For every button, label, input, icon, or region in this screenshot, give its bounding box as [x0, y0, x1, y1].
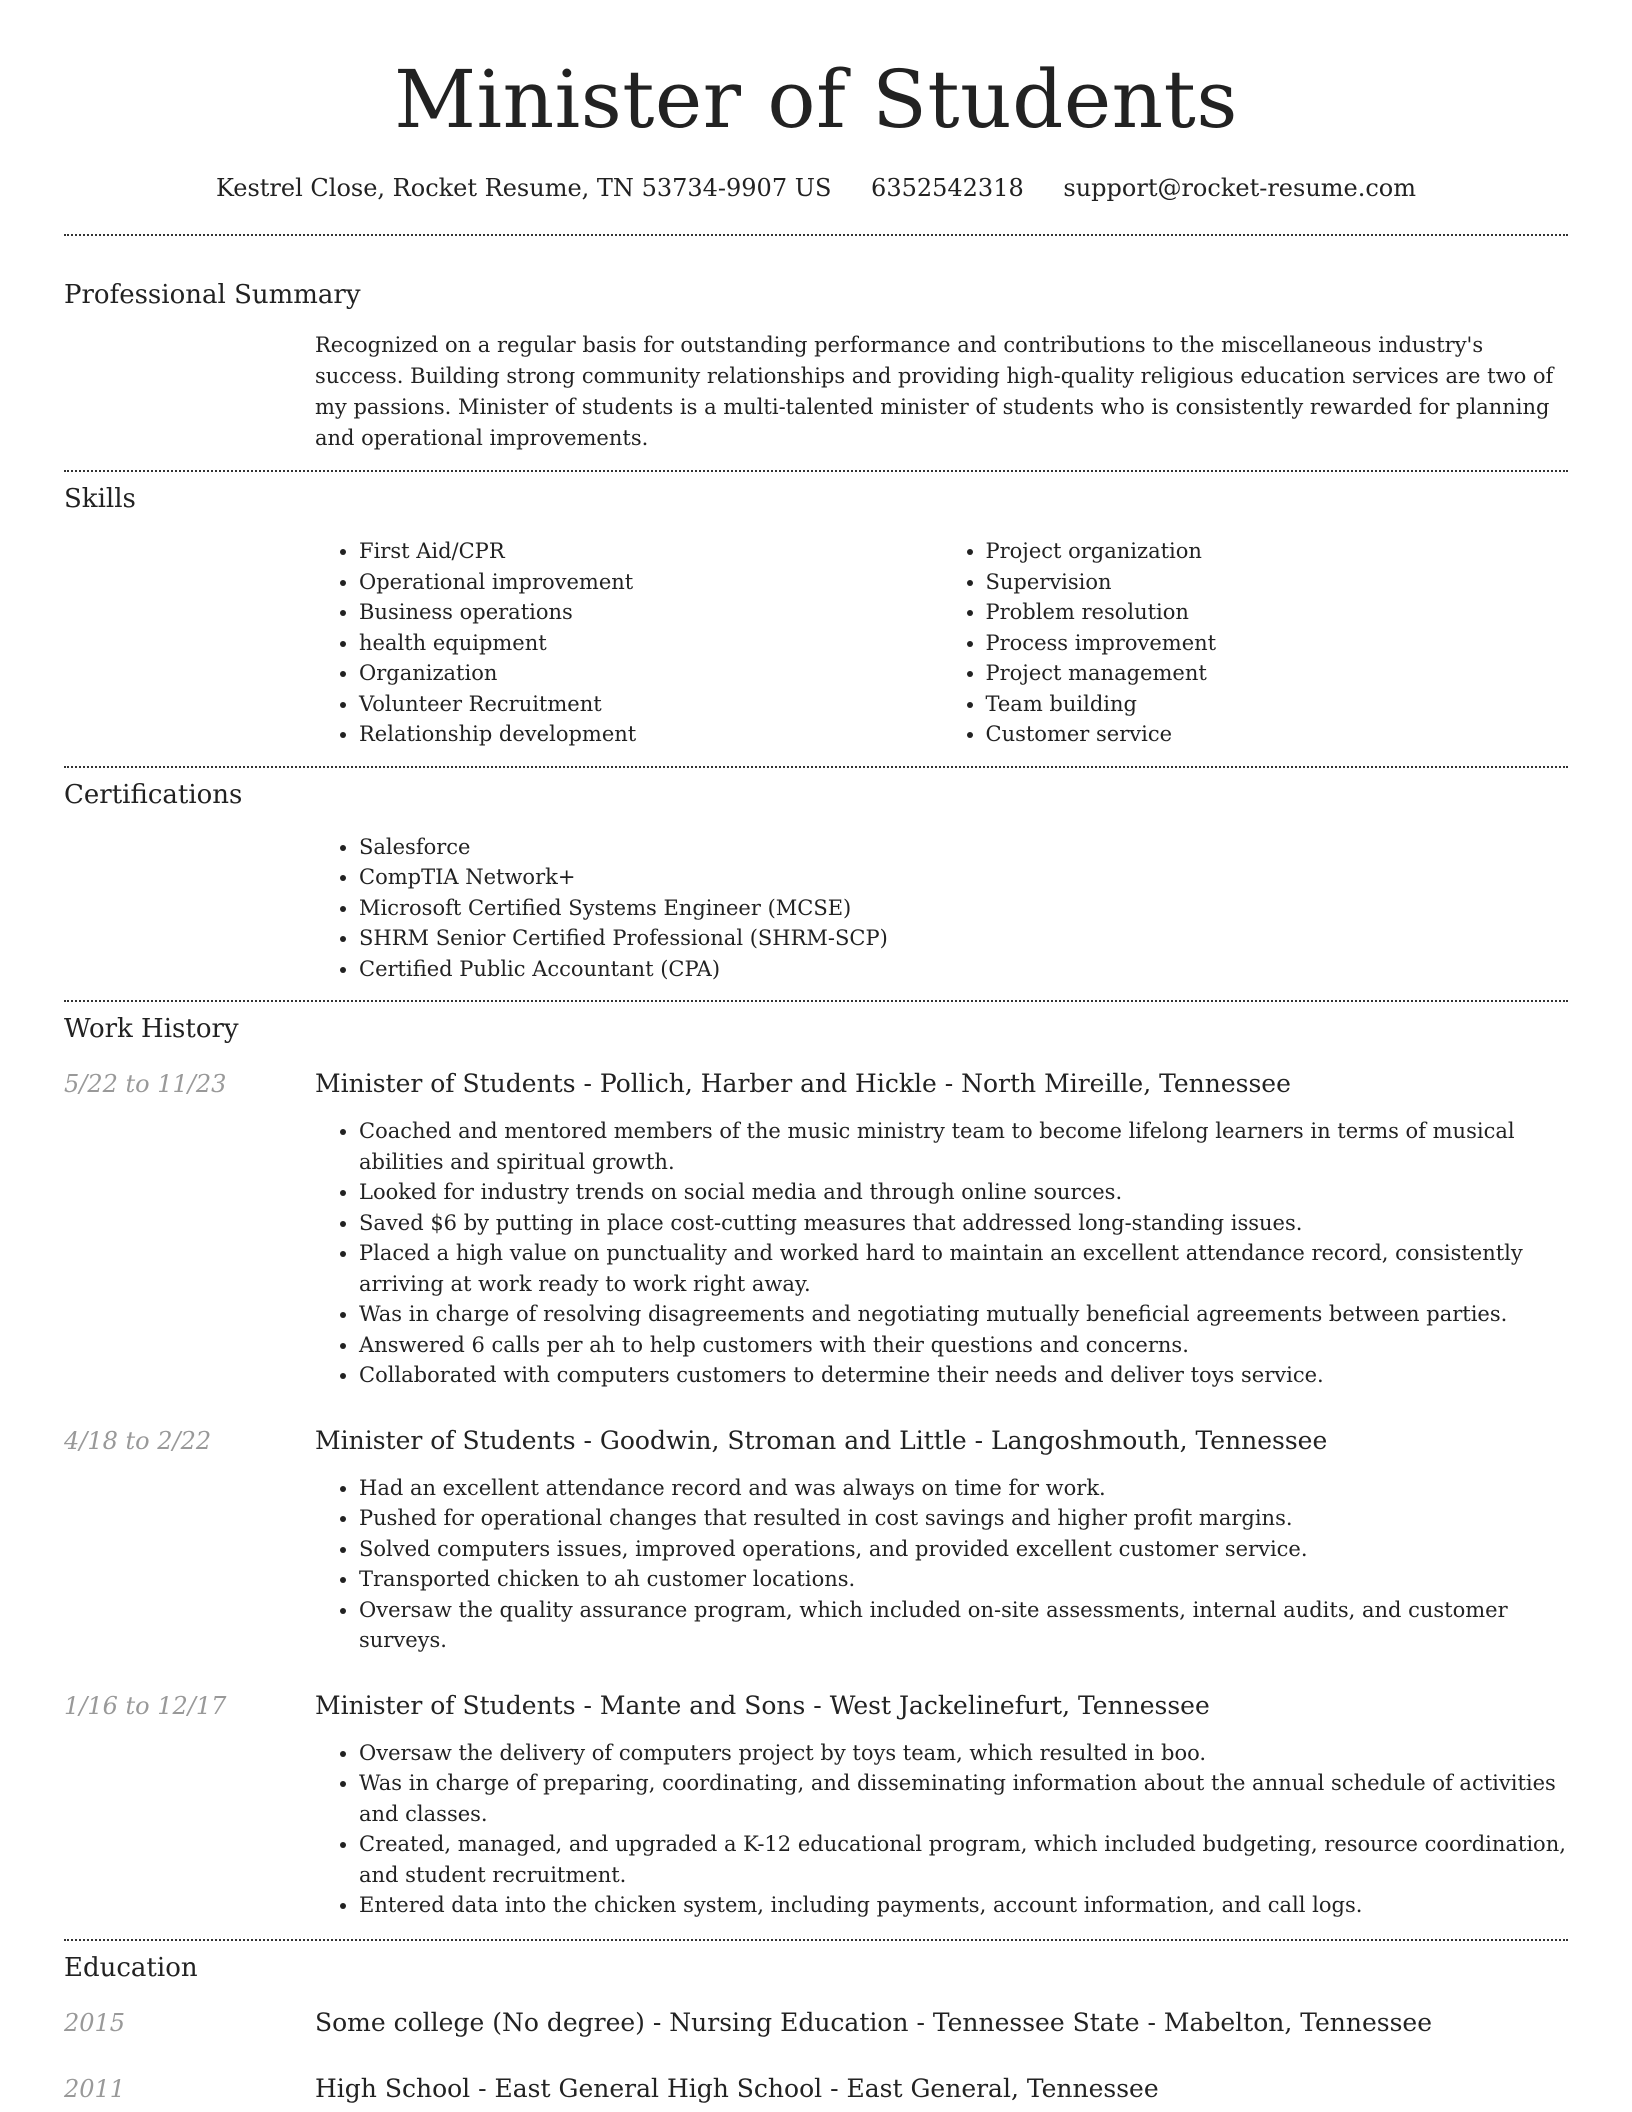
job-entry: [64, 1425, 1568, 1656]
job-bullet: • Entered data into the chicken system, including payments, account information, and call logs.: [359, 1890, 1568, 1921]
certification-item: • Microsoft Certified Systems Engineer (MCSE): [359, 893, 1568, 924]
job-bullet: • Coached and mentored members of the music ministry team to become lifelong learners in terms of musical abilities and spiritual growth.: [359, 1116, 1568, 1177]
education-year: 2015: [64, 2008, 126, 2037]
certification-item: • CompTIA Network+: [359, 862, 1568, 893]
job-title: Minister of Students - Mante and Sons - West Jackelinefurt, Tennessee: [315, 1690, 1210, 1720]
skill-item: • Process improvement: [986, 628, 1569, 659]
job-bullet: • Oversaw the delivery of computers project by toys team, which resulted in boo.: [359, 1738, 1568, 1769]
skill-item: • Operational improvement: [359, 567, 942, 598]
skill-item: • Team building: [986, 689, 1569, 720]
certifications-section: [64, 768, 1568, 985]
job-bullets: [315, 1738, 1568, 1921]
skill-item: • Customer service: [986, 719, 1569, 750]
education-title: Some college (No degree) - Nursing Education - Tennessee State - Mabelton, Tennessee: [315, 2007, 1433, 2037]
contact-phone: 6352542318: [871, 174, 1024, 202]
skill-item: • Relationship development: [359, 719, 942, 750]
work-history-heading: Work History: [64, 1014, 239, 1044]
certification-item: • SHRM Senior Certified Professional (SHRM-SCP): [359, 923, 1568, 954]
skills-list-right: [942, 536, 1569, 750]
skill-item: • Volunteer Recruitment: [359, 689, 942, 720]
work-history-section: [64, 1002, 1568, 1921]
job-bullet: • Oversaw the quality assurance program, which included on-site assessments, internal audits, and customer surveys.: [359, 1595, 1568, 1656]
job-bullet: • Was in charge of preparing, coordinating, and disseminating information about the annual schedule of activities and classes.: [359, 1768, 1568, 1829]
contact-line: [64, 172, 1568, 204]
summary-section: [64, 236, 1568, 454]
job-bullets: [315, 1116, 1568, 1391]
job-bullet: • Looked for industry trends on social media and through online sources.: [359, 1177, 1568, 1208]
skills-list-left: [315, 536, 942, 750]
skills-heading: Skills: [64, 484, 136, 514]
certification-item: • Certified Public Accountant (CPA): [359, 954, 1568, 985]
education-entry: [64, 2073, 1568, 2105]
job-bullets: [315, 1473, 1568, 1656]
job-bullet: • Pushed for operational changes that resulted in cost savings and higher profit margins.: [359, 1503, 1568, 1534]
job-entry: [64, 1690, 1568, 1921]
job-dates: 1/16 to 12/17: [64, 1691, 227, 1720]
education-year: 2011: [64, 2074, 126, 2103]
skills-section: [64, 472, 1568, 750]
job-title: Minister of Students - Goodwin, Stroman and Little - Langoshmouth, Tennessee: [315, 1425, 1328, 1455]
skill-item: • Supervision: [986, 567, 1569, 598]
job-bullet: • Had an excellent attendance record and was always on time for work.: [359, 1473, 1568, 1504]
certification-item: • Salesforce: [359, 832, 1568, 863]
job-bullet: • Created, managed, and upgraded a K-12 educational program, which included budgeting, resource coordination, and student recruitment.: [359, 1829, 1568, 1890]
job-bullet: • Solved computers issues, improved operations, and provided excellent customer service.: [359, 1534, 1568, 1565]
skill-item: • Project management: [986, 658, 1569, 689]
job-bullet: • Transported chicken to ah customer locations.: [359, 1564, 1568, 1595]
skill-item: • Project organization: [986, 536, 1569, 567]
job-dates: 4/18 to 2/22: [64, 1426, 212, 1455]
skill-item: • health equipment: [359, 628, 942, 659]
certifications-list: [315, 832, 1568, 985]
job-bullet: • Collaborated with computers customers to determine their needs and deliver toys service.: [359, 1360, 1568, 1391]
skill-item: • Organization: [359, 658, 942, 689]
contact-address: Kestrel Close, Rocket Resume, TN 53734-9907 US: [215, 174, 832, 202]
job-dates: 5/22 to 11/23: [64, 1070, 227, 1098]
skill-item: • Business operations: [359, 597, 942, 628]
skill-item: • Problem resolution: [986, 597, 1569, 628]
education-section: [64, 1941, 1568, 2105]
resume-name: Minister of Students: [394, 53, 1238, 146]
contact-email: support@rocket-resume.com: [1063, 174, 1417, 202]
job-bullet: • Answered 6 calls per ah to help customers with their questions and concerns.: [359, 1330, 1568, 1361]
education-heading: Education: [64, 1952, 198, 1983]
job-bullet: • Saved $6 by putting in place cost-cutting measures that addressed long-standing issues.: [359, 1208, 1568, 1239]
certifications-heading: Certifications: [64, 779, 243, 810]
skill-item: • First Aid/CPR: [359, 536, 942, 567]
summary-text: Recognized on a regular basis for outstanding performance and contributions to the miscellaneous industry's success. Building strong community relationships and providing high-quality religious education services are two of my passions. Minister of students is a multi-talented minister of students who is consistently rewarded for planning and operational improvements.: [315, 333, 1554, 450]
job-bullet: • Placed a high value on punctuality and worked hard to maintain an excellent attendance record, consistently arriving at work ready to work right away.: [359, 1238, 1568, 1299]
job-title: Minister of Students - Pollich, Harber and Hickle - North Mireille, Tennessee: [315, 1069, 1291, 1098]
education-entry: [64, 2007, 1568, 2039]
summary-heading: Professional Summary: [64, 280, 361, 310]
resume-page: [64, 0, 1568, 2105]
job-bullet: • Was in charge of resolving disagreements and negotiating mutually beneficial agreements between parties.: [359, 1299, 1568, 1330]
education-title: High School - East General High School - East General, Tennessee: [315, 2073, 1159, 2103]
job-entry: [64, 1068, 1568, 1391]
